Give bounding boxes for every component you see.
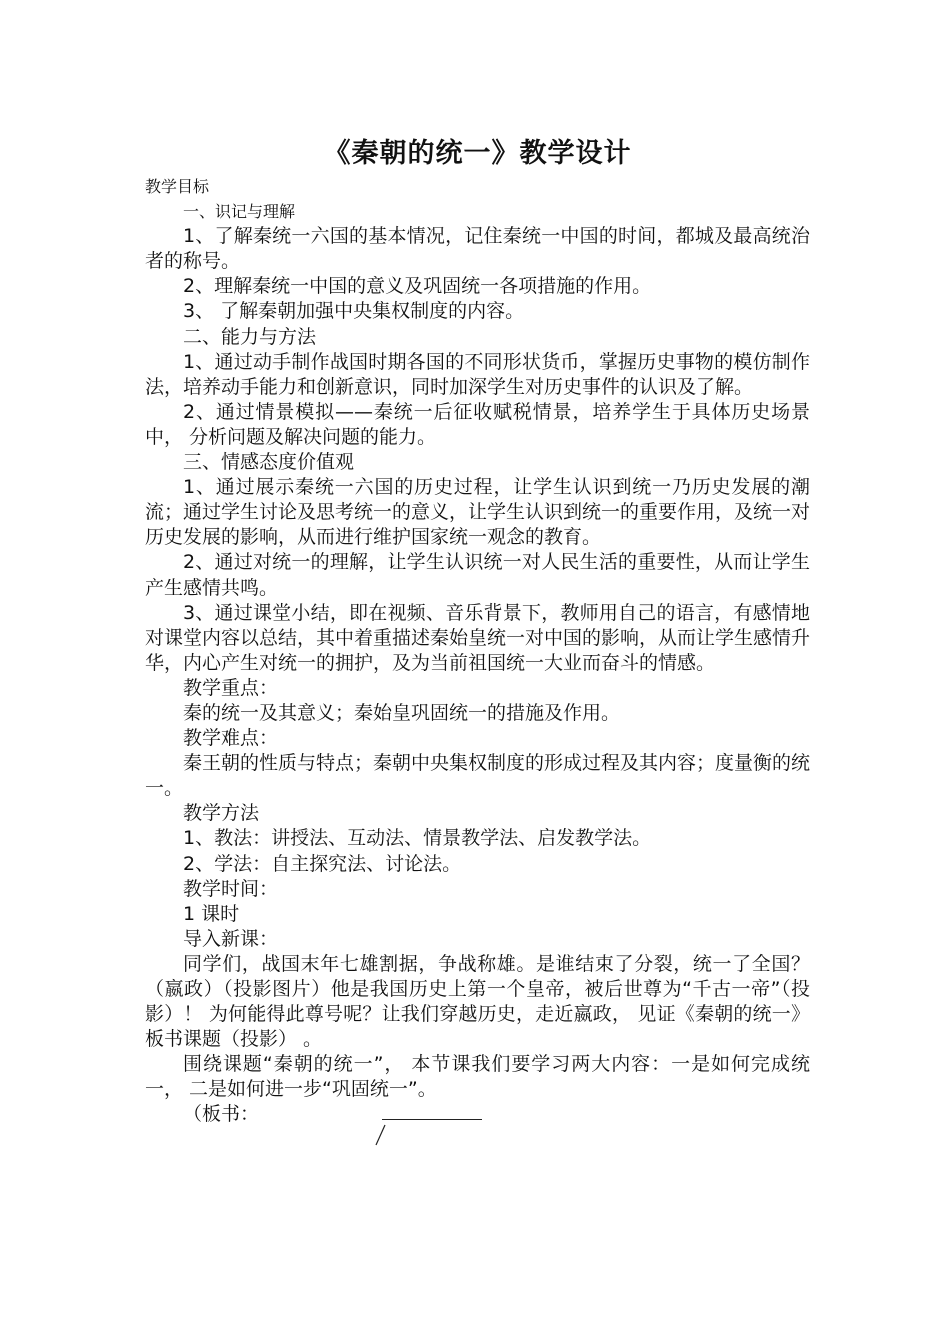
method-teaching: 1、教法：讲授法、互动法、情景教学法、启发教学法。: [183, 827, 652, 850]
document-title: 《秦朝的统一》教学设计: [323, 138, 632, 169]
difficulties-heading: 教学难点：: [183, 727, 279, 750]
paragraph-goal-2: 2、理解秦统一中国的意义及巩固统一各项措施的作用。: [183, 275, 652, 298]
paragraph-ability-1: 1、通过动手制作战国时期各国的不同形状货币，掌握历史事物的模仿制作法，培养动手能力和创新意识，同时加深学生对历史事件的认识及了解。: [145, 350, 810, 398]
time-text: 1 课时: [183, 902, 240, 925]
difficulties-text: 秦王朝的性质与特点；秦朝中央集权制度的形成过程及其内容；度量衡的统一。: [145, 752, 811, 800]
time-heading: 教学时间：: [183, 877, 279, 900]
intro-paragraph-1: 同学们，战国末年七雄割据，争战称雄。是谁结束了分裂，统一了全国？（嬴政）（投影图片）他是我国历史上第一个皇帝，被后世尊为“千古一帝”（投影）！ 为何能得此尊号呢？让我们穿越历史，走近嬴政， 见证《秦朝的统一》板书课题（投影） 。: [145, 952, 810, 1051]
paragraph-emotion-3: 3、通过课堂小结，即在视频、音乐背景下，教师用自己的语言，有感情地对课堂内容以总结，其中着重描述秦始皇统一对中国的影响，从而让学生感情升华，内心产生对统一的拥护，及为当前祖国统一大业而奋斗的情感。: [145, 601, 811, 674]
document-body: [145, 174, 810, 1152]
paragraph-goal-3: 3、 了解秦朝加强中央集权制度的内容。: [183, 300, 525, 323]
board-line: [382, 1119, 482, 1120]
goals-heading: 教学目标: [145, 177, 210, 196]
intro-paragraph-2: 围绕课题“秦朝的统一”， 本节课我们要学习两大内容：一是如何完成统一， 二是如何进一步“巩固统一”。: [145, 1053, 810, 1101]
section-heading-2: 二、能力与方法: [183, 325, 317, 348]
board-branch-line: [373, 1124, 387, 1146]
method-learning: 2、学法：自主探究法、讨论法。: [183, 852, 462, 875]
paragraph-ability-2: 2、通过情景模拟——秦统一后征收赋税情景，培养学生于具体历史场景中， 分析问题及解决问题的能力。: [145, 400, 810, 448]
paragraph-goal-1: 1、了解秦统一六国的基本情况，记住秦统一中国的时间，都城及最高统治者的称号。: [145, 225, 810, 273]
key-points-heading: 教学重点：: [183, 676, 279, 699]
section-heading-3: 三、情感态度价值观: [183, 451, 355, 474]
board-diagram: [145, 1102, 810, 1152]
paragraph-emotion-2: 2、通过对统一的理解，让学生认识统一对人民生活的重要性，从而让学生产生感情共鸣。: [145, 551, 810, 599]
methods-heading: 教学方法: [183, 802, 260, 825]
board-label: （板书：: [183, 1103, 260, 1126]
section-heading-1: 一、识记与理解: [183, 202, 296, 222]
paragraph-emotion-1: 1、通过展示秦统一六国的历史过程，让学生认识到统一乃历史发展的潮流；通过学生讨论及思考统一的意义，让学生认识到统一的重要作用，及统一对历史发展的影响，从而进行维护国家统一观念的教育。: [145, 476, 811, 549]
intro-heading: 导入新课：: [183, 927, 279, 950]
key-points-text: 秦的统一及其意义；秦始皇巩固统一的措施及作用。: [183, 701, 621, 724]
